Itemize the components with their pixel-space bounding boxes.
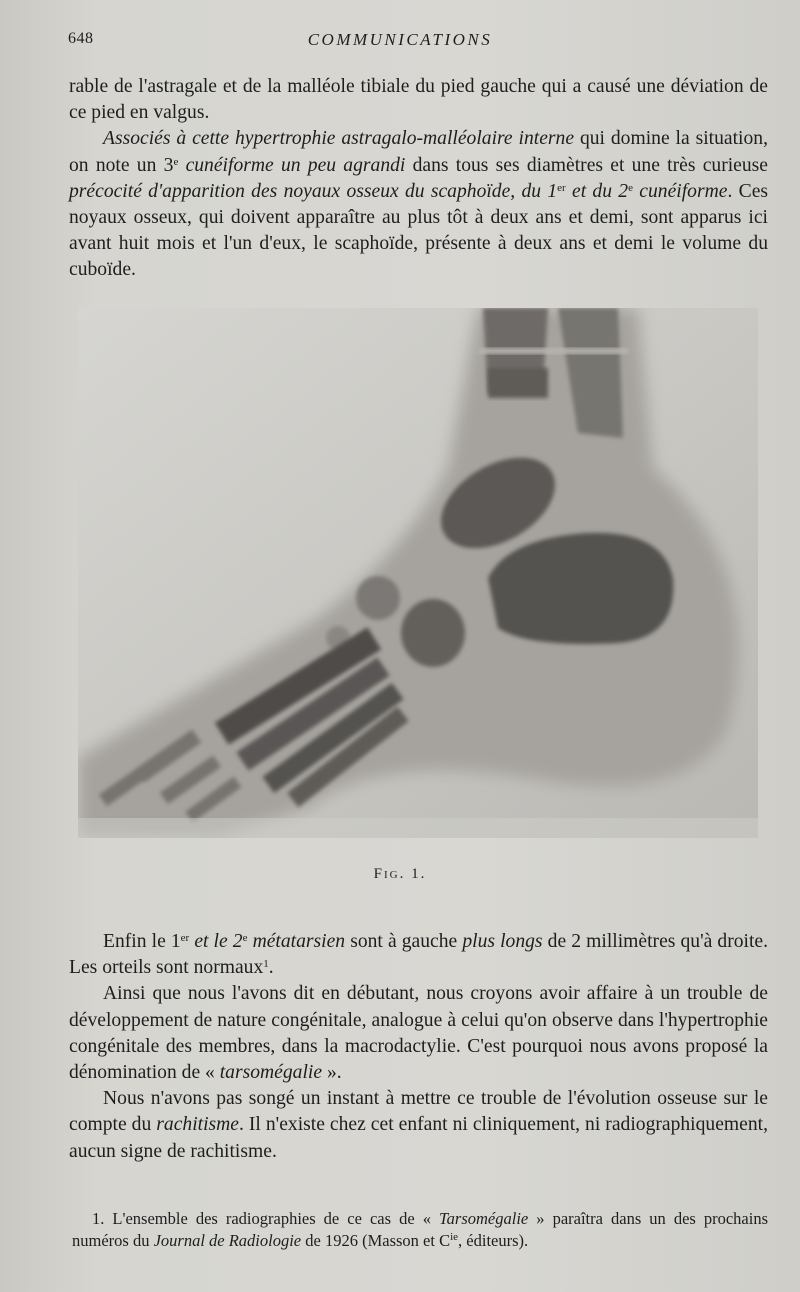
superscript: e (242, 932, 248, 944)
italic-text: Tarsomégalie (439, 1209, 529, 1228)
page-number: 648 (68, 30, 94, 47)
superscript: er (557, 181, 566, 194)
paragraph (69, 981, 768, 1086)
text-run: . Il n'existe chez cet enfant ni cliniquement, ni radiographiquement, aucun signe de rachitisme. (69, 1114, 768, 1162)
text-run: Ainsi que nous l'avons dit en débutant, nous croyons avoir affaire à un trouble de développement de nature congénitale, analogue à celui qu'on observe dans l'hypertrophie congénitale des membres, dans la macrodactylie. C'est pourquoi nous avons proposé la dénomination de « (69, 983, 768, 1084)
text-run: Nous n'avons pas songé un instant à mettre ce trouble de l'évolution osseuse sur le compte du (69, 1088, 768, 1136)
text-run: sont à gauche (345, 931, 463, 952)
caption-label: Fig. (373, 866, 406, 882)
text-run: ». (322, 1062, 342, 1084)
italic-text: et le 2 (189, 931, 243, 952)
body-text-bottom (69, 929, 768, 1165)
italic-text: plus longs (462, 931, 543, 952)
radiograph-figure (78, 308, 758, 838)
page-header (0, 30, 800, 54)
paragraph (69, 929, 768, 981)
italic-text: Journal de Radiologie (153, 1231, 302, 1250)
italic-text: métatarsien (247, 931, 346, 952)
text-run: » paraîtra dans un des prochains numéros du (72, 1209, 768, 1250)
text-run: Enfin le 1 (103, 931, 181, 952)
italic-text: et du 2 (565, 180, 629, 202)
superscript: e (628, 181, 633, 194)
italic-text: Associés à cette hypertrophie astragalo-malléolaire interne (103, 128, 575, 150)
text-run: . (268, 957, 274, 979)
text-run: dans tous ses diamètres et une très curieuse (405, 154, 768, 176)
text-run: qui domine la situation, on note un 3 (69, 128, 768, 176)
caption-number: 1. (411, 866, 427, 882)
text-run: de 2 millimètres qu'à droite. Les orteils sont normaux (69, 931, 769, 979)
superscript: er (180, 932, 190, 944)
text-run: 1. L'ensemble des radiographies de ce cas de « (92, 1209, 439, 1228)
paragraph (69, 126, 768, 283)
footnote (72, 1208, 768, 1252)
running-head: COMMUNICATIONS (307, 30, 493, 49)
text-run: , éditeurs). (458, 1231, 529, 1250)
figure-caption (0, 866, 800, 883)
paragraph (69, 74, 768, 126)
superscript: 1 (263, 958, 269, 971)
text-run: . Ces noyaux osseux, qui doivent apparaître au plus tôt à deux ans et demi, sont apparus ici avant huit mois et l'un d'eux, le scaphoïde, présente à deux ans et demi le volume du cuboïde. (69, 180, 769, 281)
foot-xray-image (78, 308, 758, 838)
superscript: e (173, 155, 179, 168)
italic-text: précocité d'apparition des noyaux osseux du scaphoïde, du 1 (69, 180, 558, 202)
paragraph (69, 1086, 768, 1165)
italic-text: cunéiforme un peu agrandi (178, 154, 406, 176)
superscript: ie (450, 1231, 459, 1243)
italic-text: tarsomégalie (219, 1062, 323, 1084)
body-text-top (69, 74, 768, 284)
text-run: de 1926 (Masson et C (301, 1231, 451, 1250)
footnote-text (72, 1208, 768, 1252)
italic-text: rachitisme (156, 1114, 239, 1136)
text-run: rable de l'astragale et de la malléole tibiale du pied gauche qui a causé une déviation de ce pied en valgus. (69, 76, 768, 124)
italic-text: cunéiforme (633, 180, 728, 202)
